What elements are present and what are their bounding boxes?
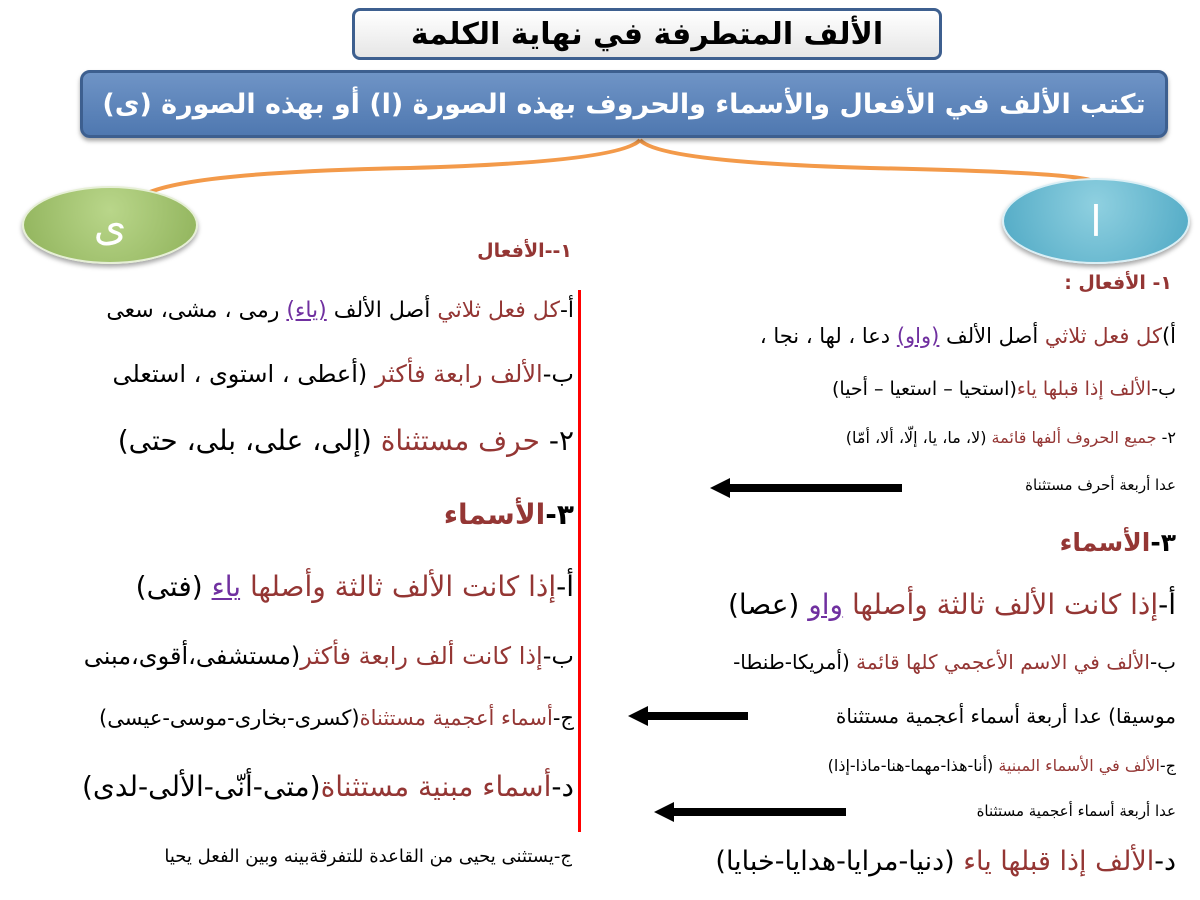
right-letters-exception: عدا أربعة أحرف مستثناة [1025,476,1176,494]
right-heading-nouns: ٣-الأسماء [1059,528,1176,557]
right-noun-a: أ-إذا كانت الألف ثالثة وأصلها واو (عصا) [727,588,1176,621]
arrow-left-icon [654,802,854,822]
left-rule-letters: ٢- حرف مستثناة (إلى، على، بلى، حتى) [117,424,574,457]
left-heading-verbs: ١--الأفعال [477,240,572,262]
left-noun-j: ج-أسماء أعجمية مستثناة(كسرى-بخارى-موسى-عيسى) [99,706,574,730]
right-nouns-exception: عدا أربعة أسماء أعجمية مستثناة [976,802,1176,820]
right-noun-b-continued: موسيقا) عدا أربعة أسماء أعجمية مستثناة [835,704,1176,728]
right-noun-d: د-الألف إذا قبلها ياء (دنيا-مرايا-هدايا-خبايا) [715,846,1176,877]
column-divider [578,290,581,832]
page-title: الألف المتطرفة في نهاية الكلمة [352,8,942,60]
ya-form-circle: ى [22,186,198,264]
left-noun-d: د-أسماء مبنية مستثناة(متى-أنّى-الألى-لدى) [81,770,574,803]
left-rule-a: أ-كل فعل ثلاثي أصل الألف (ياء) رمى ، مشى، سعى [106,298,574,323]
left-heading-nouns: ٣-الأسماء [443,498,574,531]
right-rule-b: ب-الألف إذا قبلها ياء(استحيا – استعيا – أحيا) [832,378,1176,400]
left-exception-note: ج-يستثنى يحيى من القاعدة للتفرقةبينه وبين الفعل يحيا [164,846,572,867]
left-noun-a: أ-إذا كانت الألف ثالثة وأصلها ياء (فتى) [135,570,574,603]
rule-banner: تكتب الألف في الأفعال والأسماء والحروف بهذه الصورة (ا) أو بهذه الصورة (ى) [80,70,1168,138]
right-rule-letters: ٢- جميع الحروف ألفها قائمة (لا، ما، يا، إلّا، ألا، أمّا) [845,428,1176,447]
left-rule-b: ب-الألف رابعة فأكثر (أعطى ، استوى ، استعلى [112,360,574,388]
right-noun-b: ب-الألف في الاسم الأعجمي كلها قائمة (أمريكا-طنطا- [733,650,1176,674]
right-rule-a: أ)كل فعل ثلاثي أصل الألف (واو) دعا ، لها ، نجا ، [759,324,1176,348]
right-noun-j: ج-الألف في الأسماء المبنية (أنا-هذا-مهما-هنا-ماذا-إذا) [827,756,1176,775]
left-noun-b: ب-إذا كانت ألف رابعة فأكثر(مستشفى،أقوى،مبنى [83,642,574,670]
right-heading-verbs: ١- الأفعال : [1064,272,1172,294]
arrow-left-icon [628,706,828,726]
alif-form-circle: ا [1002,178,1190,264]
arrow-left-icon [710,478,910,498]
